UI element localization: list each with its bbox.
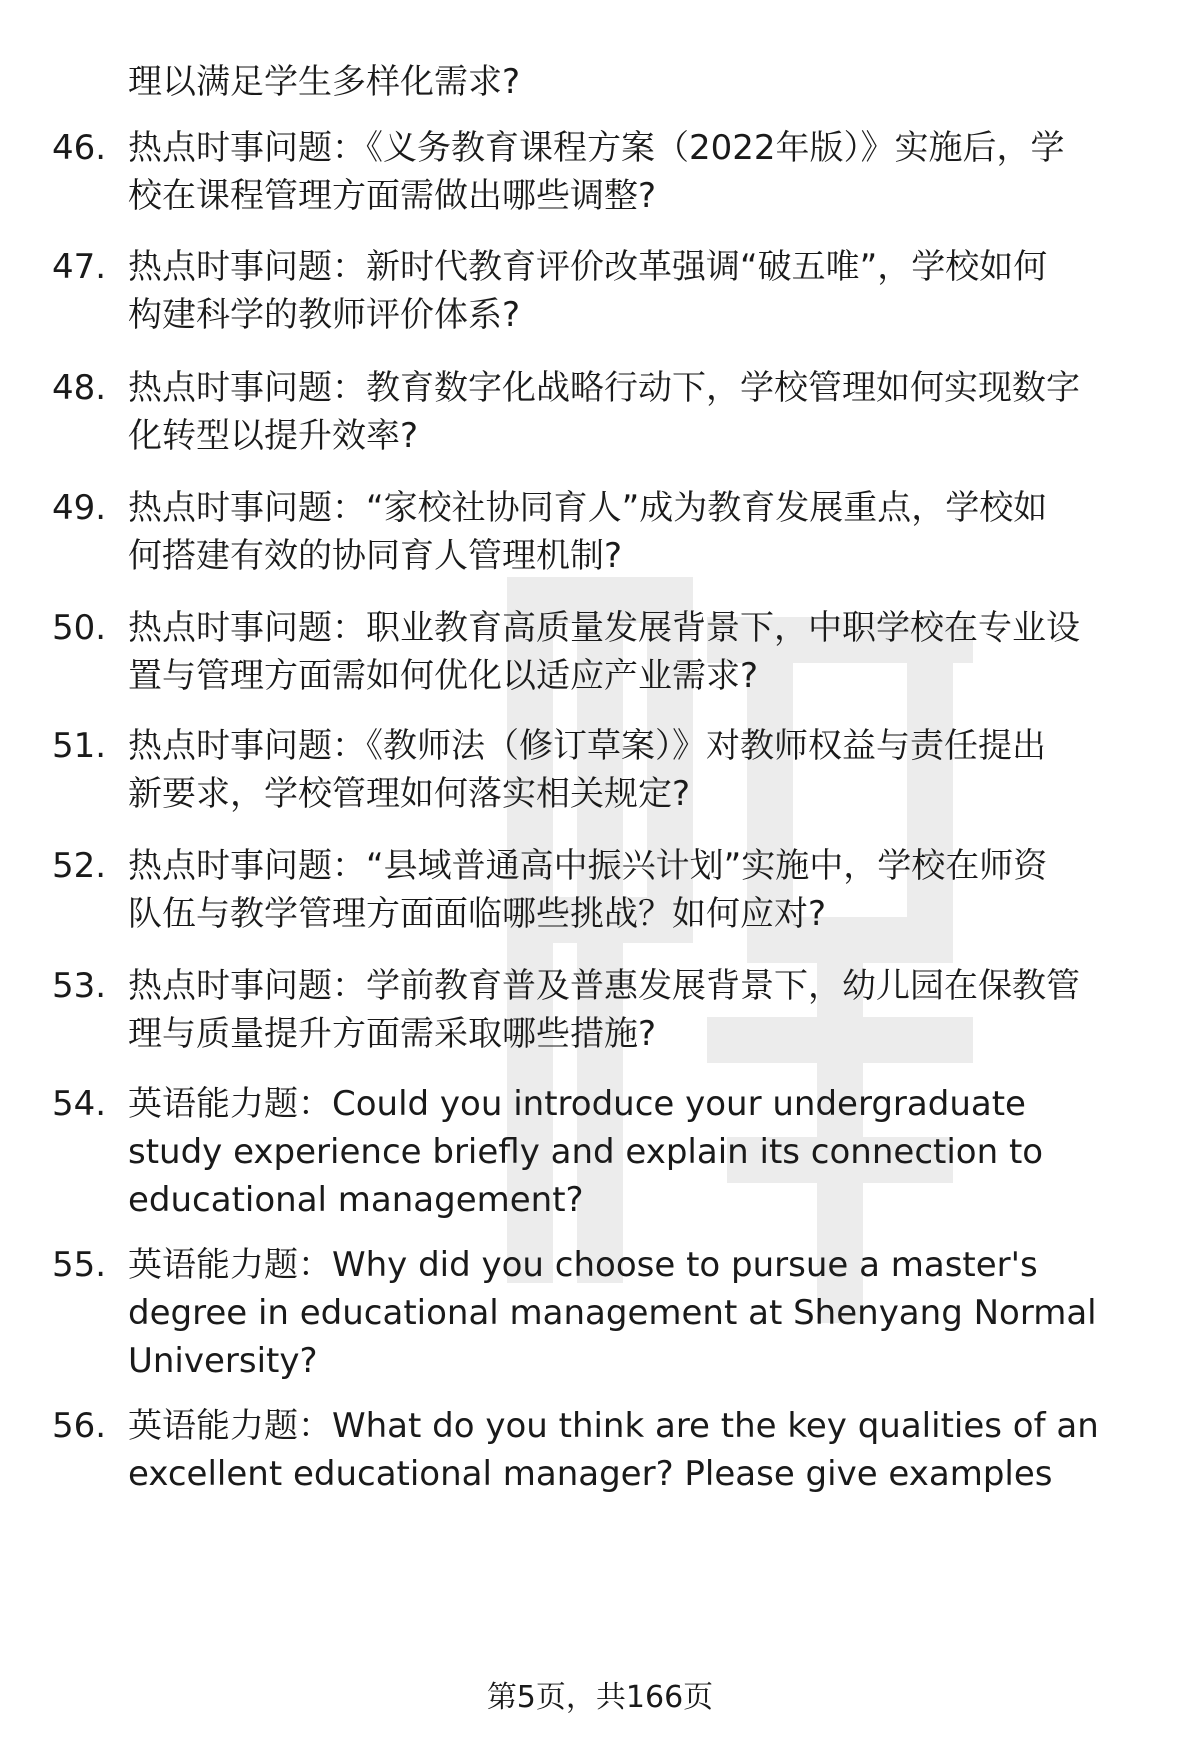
question-text-line: 理与质量提升方面需采取哪些措施? [128, 1014, 657, 1054]
question-number: 54. [52, 1084, 107, 1124]
question-text [128, 484, 1153, 580]
question-text-line: 新要求，学校管理如何落实相关规定? [128, 774, 691, 814]
question-number: 50. [52, 608, 107, 648]
question-text-line: 英语能力题：Why did you choose to pursue a master's [128, 1245, 1038, 1285]
question-text-line: study experience briefly and explain its connection to [128, 1132, 1044, 1172]
question-text-line: excellent educational manager? Please give examples [128, 1454, 1053, 1494]
question-text-line: 置与管理方面需如何优化以适应产业需求? [128, 656, 759, 696]
question-text-line: 校在课程管理方面需做出哪些调整? [128, 176, 657, 216]
question-text-line: 英语能力题：What do you think are the key qualities of an [128, 1406, 1099, 1446]
question-text-line: degree in educational management at Shenyang Normal [128, 1293, 1097, 1333]
question-text-line: 何搭建有效的协同育人管理机制? [128, 536, 623, 576]
page-footer: 第5页，共166页 [486, 1680, 714, 1715]
question-number: 51. [52, 726, 107, 766]
question-text [128, 842, 1153, 938]
question-text-line: University? [128, 1341, 318, 1381]
question-text [128, 1402, 1153, 1498]
question-text [128, 364, 1153, 460]
question-text-line: educational management? [128, 1180, 584, 1220]
question-text-line: 热点时事问题：新时代教育评价改革强调“破五唯”，学校如何 [128, 247, 1048, 287]
question-number: 55. [52, 1245, 107, 1285]
question-text-line: 热点时事问题：职业教育高质量发展背景下，中职学校在专业设 [128, 608, 1080, 648]
question-text [128, 243, 1153, 339]
question-number: 56. [52, 1406, 107, 1446]
question-text-line: 化转型以提升效率? [128, 416, 419, 456]
question-text [128, 604, 1153, 700]
question-text [128, 124, 1153, 220]
question-number: 52. [52, 846, 107, 886]
question-text [128, 962, 1153, 1058]
question-number: 48. [52, 368, 107, 408]
question-number: 47. [52, 247, 107, 287]
question-text-line: 构建科学的教师评价体系? [128, 295, 521, 335]
question-text [128, 1080, 1153, 1224]
question-text-line: 队伍与教学管理方面面临哪些挑战？如何应对? [128, 894, 827, 934]
question-number: 49. [52, 488, 107, 528]
continuation-text: 理以满足学生多样化需求? [128, 62, 521, 102]
question-text-line: 热点时事问题：《教师法（修订草案）》对教师权益与责任提出 [128, 726, 1046, 766]
question-text-line: 英语能力题：Could you introduce your undergraduate [128, 1084, 1026, 1124]
question-number: 46. [52, 128, 107, 168]
question-text-line: 热点时事问题：“家校社协同育人”成为教育发展重点，学校如 [128, 488, 1048, 528]
question-text-line: 热点时事问题：学前教育普及普惠发展背景下，幼儿园在保教管 [128, 966, 1080, 1006]
question-text [128, 722, 1153, 818]
question-text-line: 热点时事问题：教育数字化战略行动下，学校管理如何实现数字 [128, 368, 1080, 408]
question-text-line: 热点时事问题：“县域普通高中振兴计划”实施中，学校在师资 [128, 846, 1048, 886]
question-text-line: 热点时事问题：《义务教育课程方案（2022年版）》实施后，学 [128, 128, 1065, 168]
question-text [128, 1241, 1153, 1385]
question-number: 53. [52, 966, 107, 1006]
